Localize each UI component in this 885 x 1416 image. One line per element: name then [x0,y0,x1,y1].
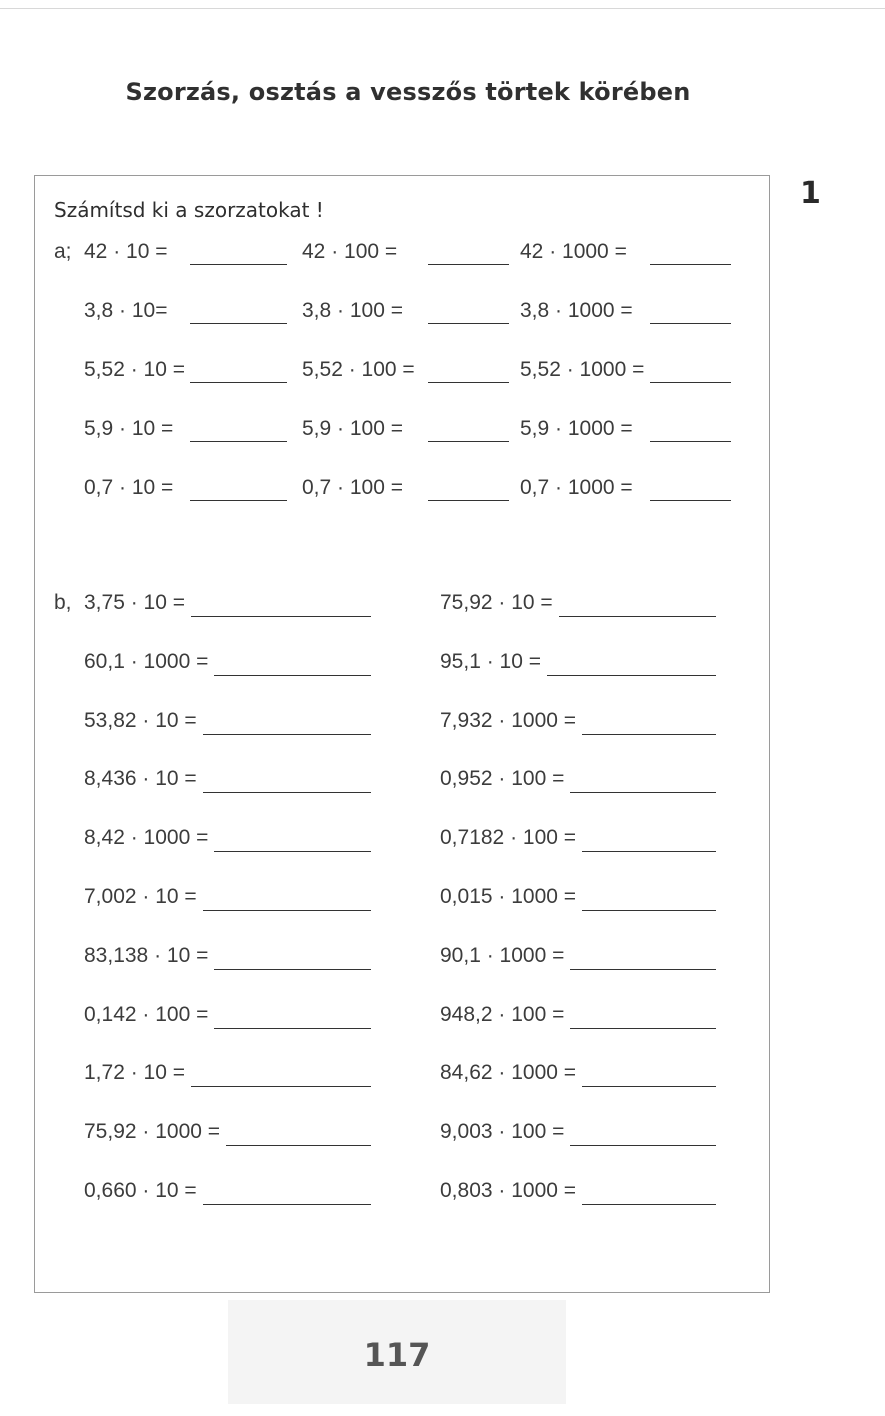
part-b-label: b, [54,591,72,614]
answer-blank[interactable] [190,441,287,442]
answer-blank[interactable] [582,1204,716,1205]
expression-b-2-0: 53,82 · 10 = [84,709,197,732]
expression-a-1-0: 3,8 · 10= [84,299,168,322]
expression-b-10-0: 0,660 · 10 = [84,1179,197,1202]
expression-b-0-1: 75,92 · 10 = [440,591,553,614]
answer-blank[interactable] [190,323,287,324]
answer-blank[interactable] [650,382,731,383]
answer-blank[interactable] [428,382,509,383]
answer-blank[interactable] [190,382,287,383]
answer-blank[interactable] [582,851,716,852]
answer-blank[interactable] [191,616,371,617]
expression-a-3-0: 5,9 · 10 = [84,417,174,440]
expression-a-3-1: 5,9 · 100 = [302,417,403,440]
expression-b-5-1: 0,015 · 1000 = [440,885,577,908]
expression-b-2-1: 7,932 · 1000 = [440,709,577,732]
answer-blank[interactable] [190,264,287,265]
expression-b-6-1: 90,1 · 1000 = [440,944,565,967]
answer-blank[interactable] [214,1028,371,1029]
expression-b-8-0: 1,72 · 10 = [84,1061,185,1084]
expression-a-0-0: 42 · 10 = [84,240,168,263]
expression-a-3-2: 5,9 · 1000 = [520,417,633,440]
answer-blank[interactable] [428,323,509,324]
expression-b-10-1: 0,803 · 1000 = [440,1179,577,1202]
expression-b-8-1: 84,62 · 1000 = [440,1061,577,1084]
exercise-number: 1 [800,176,821,211]
answer-blank[interactable] [570,969,716,970]
instruction: Számítsd ki a szorzatokat ! [54,198,324,222]
expression-a-4-0: 0,7 · 10 = [84,476,174,499]
top-rule [0,8,885,9]
expression-a-0-2: 42 · 1000 = [520,240,627,263]
answer-blank[interactable] [203,910,371,911]
expression-b-4-1: 0,7182 · 100 = [440,826,577,849]
answer-blank[interactable] [214,851,371,852]
expression-b-1-0: 60,1 · 1000 = [84,650,209,673]
expression-a-0-1: 42 · 100 = [302,240,398,263]
expression-b-3-1: 0,952 · 100 = [440,767,565,790]
answer-blank[interactable] [570,792,716,793]
expression-a-1-1: 3,8 · 100 = [302,299,403,322]
expression-b-9-1: 9,003 · 100 = [440,1120,565,1143]
expression-a-4-2: 0,7 · 1000 = [520,476,633,499]
page-title: Szorzás, osztás a vesszős törtek körében [125,78,691,106]
answer-blank[interactable] [214,675,371,676]
answer-blank[interactable] [190,500,287,501]
answer-blank[interactable] [547,675,716,676]
expression-a-4-1: 0,7 · 100 = [302,476,403,499]
answer-blank[interactable] [559,616,716,617]
answer-blank[interactable] [191,1086,371,1087]
answer-blank[interactable] [428,441,509,442]
answer-blank[interactable] [226,1145,371,1146]
part-a-label: a; [54,240,72,263]
expression-b-7-0: 0,142 · 100 = [84,1003,209,1026]
page-number: 117 [363,1336,431,1374]
answer-blank[interactable] [650,323,731,324]
answer-blank[interactable] [428,264,509,265]
answer-blank[interactable] [650,264,731,265]
answer-blank[interactable] [570,1145,716,1146]
answer-blank[interactable] [650,441,731,442]
expression-b-3-0: 8,436 · 10 = [84,767,197,790]
expression-b-6-0: 83,138 · 10 = [84,944,209,967]
answer-blank[interactable] [650,500,731,501]
expression-b-1-1: 95,1 · 10 = [440,650,541,673]
expression-b-4-0: 8,42 · 1000 = [84,826,209,849]
answer-blank[interactable] [203,734,371,735]
answer-blank[interactable] [582,734,716,735]
answer-blank[interactable] [582,910,716,911]
answer-blank[interactable] [428,500,509,501]
expression-b-9-0: 75,92 · 1000 = [84,1120,221,1143]
expression-b-7-1: 948,2 · 100 = [440,1003,565,1026]
answer-blank[interactable] [203,792,371,793]
expression-a-2-0: 5,52 · 10 = [84,358,185,381]
expression-b-0-0: 3,75 · 10 = [84,591,185,614]
expression-b-5-0: 7,002 · 10 = [84,885,197,908]
expression-a-2-1: 5,52 · 100 = [302,358,415,381]
expression-a-2-2: 5,52 · 1000 = [520,358,645,381]
answer-blank[interactable] [203,1204,371,1205]
answer-blank[interactable] [582,1086,716,1087]
answer-blank[interactable] [214,969,371,970]
answer-blank[interactable] [570,1028,716,1029]
expression-a-1-2: 3,8 · 1000 = [520,299,633,322]
